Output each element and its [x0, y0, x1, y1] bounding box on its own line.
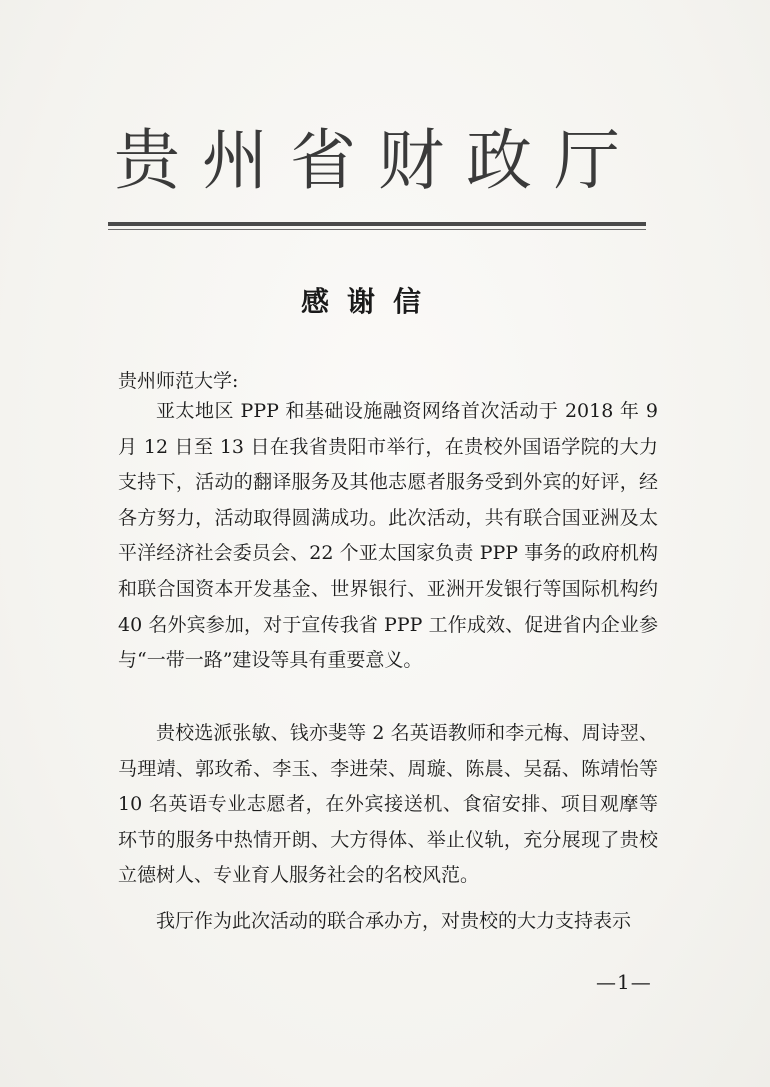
letter-salutation: 贵州师范大学:	[118, 370, 239, 392]
letter-paragraph-3: 我厅作为此次活动的联合承办方，对贵校的大力支持表示	[156, 910, 632, 932]
letterhead-rule-thick	[108, 222, 646, 226]
letter-paragraph-1: 亚太地区 PPP 和基础设施融资网络首次活动于 2018 年 9 月 12 日至 13 日在我省贵阳市举行，在贵校外国语学院的大力支持下，活动的翻译服务及其他志愿者服务受到外宾的好评，经各方努力，活动取得圆满成功。此次活动，共有联合国亚洲及太平洋经济社会委员会、22 个亚太国家负责 PPP 事务的政府机构和联合国资本开发基金、世界银行、亚洲开发银行等国际机构约 40 名外宾参加，对于宣传我省 PPP 工作成效、促进省内企业参与“一带一路”建设等具有重要意义。	[118, 400, 658, 672]
letter-paragraph-3-block	[118, 904, 658, 940]
letter-title: 感谢信	[300, 285, 439, 318]
page-number: —1—	[596, 970, 652, 994]
letter-paragraph-2: 贵校选派张敏、钱亦斐等 2 名英语教师和李元梅、周诗翌、马理靖、郭玫希、李玉、李进荣、周璇、陈晨、吴磊、陈靖怡等 10 名英语专业志愿者，在外宾接送机、食宿安排、项目观摩等环节的服务中热情开朗、大方得体、举止仪轨，充分展现了贵校立德树人、专业育人服务社会的名校风范。	[118, 722, 658, 887]
letterhead-organization: 贵州省财政厅	[114, 122, 642, 199]
letter-paragraph-2-block	[118, 716, 658, 894]
letter-paragraph-1-block	[118, 394, 658, 679]
letterhead-rule-thin	[108, 229, 646, 230]
